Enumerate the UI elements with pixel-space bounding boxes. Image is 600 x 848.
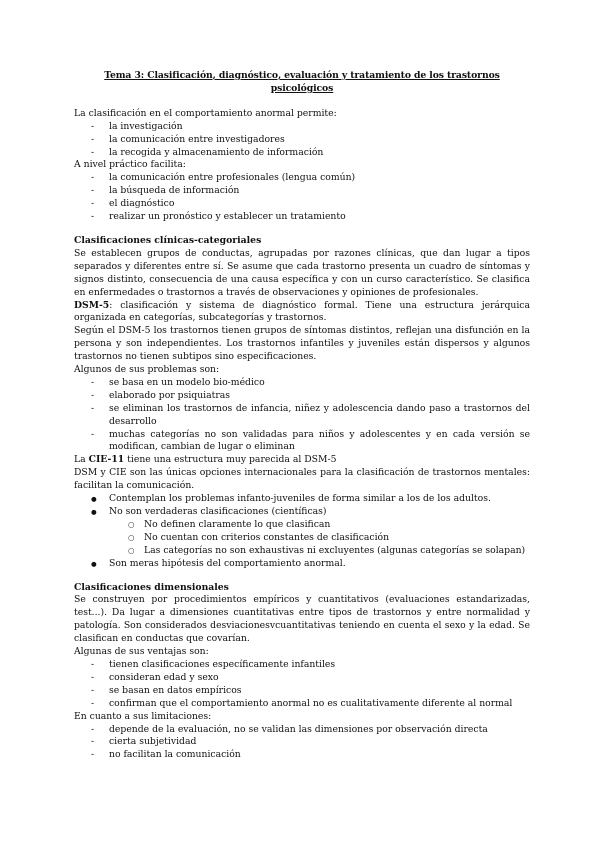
list-item: - la recogida y almacenamiento de información xyxy=(74,147,530,160)
list-item: ● Son meras hipótesis del comportamiento anormal. xyxy=(74,558,530,571)
advantages-list xyxy=(74,659,530,711)
dimensional-paragraph: Se construyen por procedimientos empíricos y cuantitativos (evaluaciones estandarizadas, test...). Da lugar a dimensiones cuantitativas entre tipos de trastornos y entre normalidad y patología. Son considerados desviacionesvcuantitativas teniendo en cuenta el sexo y la edad. Se clasifican en conductas que covarían. xyxy=(74,594,530,645)
dsm-detail-paragraph: Según el DSM-5 los trastornos tienen grupos de síntomas distintos, reflejan una disfunción en la persona y son independientes. Los trastornos infantiles y juveniles están dispersos y algunos trastornos no tienen subtipos sino especificaciones. xyxy=(74,325,530,363)
practical-text: A nivel práctico facilita: xyxy=(74,159,186,171)
dsm-text: : clasificación y sistema de diagnóstico formal. Tiene una estructura jerárquica organizada en categorías, subcategorías y trastornos. xyxy=(74,299,530,324)
sub-bullet-list xyxy=(74,519,530,558)
list-item: - depende de la evaluación, no se validan las dimensiones por observación directa xyxy=(74,724,530,737)
list-item: - confirman que el comportamiento anormal no es cualitativamente diferente al normal xyxy=(74,698,530,711)
dsm-paragraph xyxy=(74,300,530,326)
problems-list xyxy=(74,377,530,454)
list-item: - cierta subjetividad xyxy=(74,736,530,749)
bullet-list-2 xyxy=(74,558,530,571)
list-item: - muchas categorías no son validadas para niños y adolescentes y en cada versión se modifican, cambian de lugar o eliminan xyxy=(74,429,530,455)
list-item: - la búsqueda de información xyxy=(74,185,530,198)
section-heading-clinical: Clasificaciones clínicas-categoriales xyxy=(74,234,262,246)
cie-label: CIE-11 xyxy=(88,454,125,466)
list-item: - se eliminan los trastornos de infancia, niñez y adolescencia dando paso a trastornos del desarrollo xyxy=(74,403,530,429)
list-item: - se basa en un modelo bio-médico xyxy=(74,377,530,390)
list-item: - la comunicación entre investigadores xyxy=(74,134,530,147)
practical-list xyxy=(74,172,530,224)
list-item: - la comunicación entre profesionales (lengua común) xyxy=(74,172,530,185)
clinical-paragraph: Se establecen grupos de conductas, agrupadas por razones clínicas, que dan lugar a tipos separados y diferentes entre sí. Se asume que cada trastorno presenta un cuadro de síntomas y signos distinto, consecuencia de una causa específica y con un curso característico. Se clasifica en enfermedades o trastornos a través de observaciones y opiniones de profesionales. xyxy=(74,247,530,298)
list-item: - el diagnóstico xyxy=(74,198,530,211)
page-title: Tema 3: Clasificación, diagnóstico, evaluación y tratamiento de los trastornos psicológicos xyxy=(104,70,500,94)
dsm-label: DSM-5 xyxy=(74,299,110,311)
list-item: - elaborado por psiquiatras xyxy=(74,390,530,403)
list-item: - no facilitan la comunicación xyxy=(74,749,530,762)
dsm-cie-paragraph: DSM y CIE son las únicas opciones internacionales para la clasificación de trastornos mentales: facilitan la comunicación. xyxy=(74,467,530,492)
intro-list xyxy=(74,121,530,160)
document-page xyxy=(74,70,530,762)
limits-text: En cuanto a sus limitaciones: xyxy=(74,710,212,722)
list-item: - se basan en datos empíricos xyxy=(74,685,530,698)
cie-text: tiene una estructura muy parecida al DSM-5 xyxy=(124,454,337,466)
list-item: ● No son verdaderas clasificaciones (científicas) xyxy=(74,506,530,519)
problems-text: Algunos de sus problemas son: xyxy=(74,364,220,376)
list-item: ○ No cuentan con criterios constantes de clasificación xyxy=(109,532,530,545)
advantages-text: Algunas de sus ventajas son: xyxy=(74,646,209,658)
list-item: - consideran edad y sexo xyxy=(74,672,530,685)
list-item: - realizar un pronóstico y establecer un tratamiento xyxy=(74,211,530,224)
list-item: ○ Las categorías no son exhaustivas ni excluyentes (algunas categorías se solapan) xyxy=(109,545,530,558)
list-item: ○ No definen claramente lo que clasifican xyxy=(109,519,530,532)
intro-text: La clasificación en el comportamiento anormal permite: xyxy=(74,107,337,119)
list-item: - tienen clasificaciones específicamente infantiles xyxy=(74,659,530,672)
limits-list xyxy=(74,724,530,763)
section-heading-dimensional: Clasificaciones dimensionales xyxy=(74,581,229,593)
list-item: - la investigación xyxy=(74,121,530,134)
cie-paragraph xyxy=(74,454,530,467)
list-item: ● Contemplan los problemas infanto-juveniles de forma similar a los de los adultos. xyxy=(74,493,530,506)
bullet-list xyxy=(74,493,530,519)
cie-prefix: La xyxy=(74,454,89,466)
